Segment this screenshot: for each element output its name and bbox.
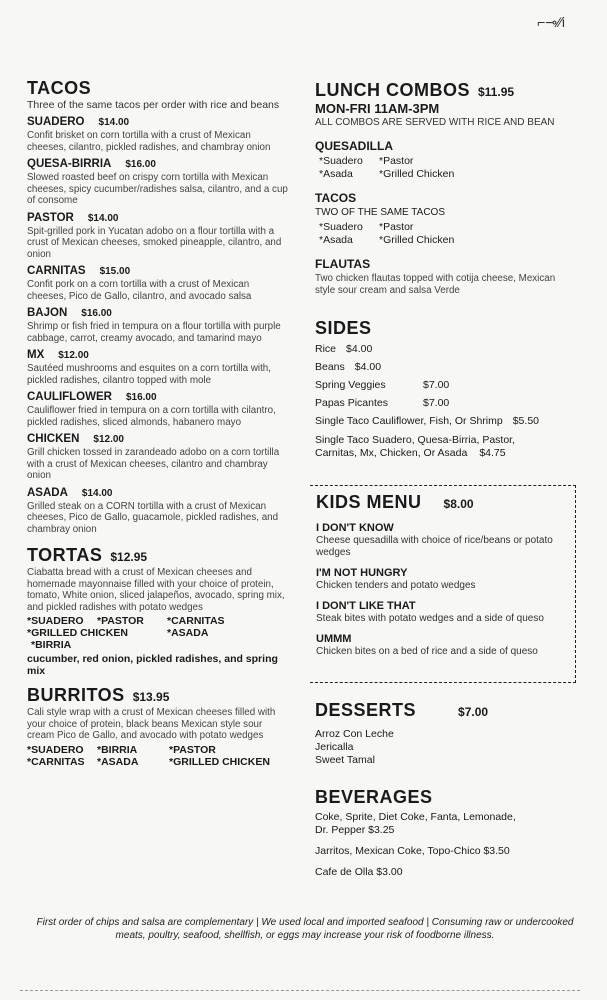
tacos-title: TACOS — [27, 78, 92, 98]
taco-item — [27, 211, 289, 261]
beverage-item: Coke, Sprite, Diet Coke, Fanta, Lemonade, — [315, 811, 516, 823]
option: *SUADERO — [27, 615, 84, 627]
footer-note: First order of chips and salsa are complementary | We used local and imported seafood | Consuming raw or undercooked meats, poultry, seafood, shellfish, or eggs may increase your risk of foodborne illness. — [36, 917, 574, 941]
burritos-price: $13.95 — [132, 690, 170, 704]
kid-item-desc: Chicken tenders and potato wedges — [316, 580, 476, 591]
burritos-title: BURRITOS — [27, 685, 125, 705]
beverage-item: Cafe de Olla $3.00 — [315, 866, 403, 878]
taco-desc: Shrimp or fish fried in tempura on a flour tortilla with purple cabbage, carrot, creamy avocado, and tamarind mayo — [27, 321, 281, 344]
side-item — [315, 361, 577, 374]
tortas-options — [27, 615, 289, 651]
beverage-item: Jarritos, Mexican Coke, Topo-Chico $3.50 — [315, 845, 510, 857]
taco-name: BAJON — [27, 307, 68, 319]
option: *Pastor — [379, 155, 414, 167]
taco-desc: Sautéed mushrooms and esquites on a corn tortilla with, pickled radishes, cilantro topped with mole — [27, 363, 271, 386]
taco-desc: Confit pork on a corn tortilla with a crust of Mexican cheeses, Pico de Gallo, cilantro, and avocado salsa — [27, 279, 252, 302]
dessert-item: Jericalla — [315, 741, 354, 753]
side-single-line1: Single Taco Suadero, Quesa-Birria, Pastor, — [315, 434, 515, 446]
dessert-item: Sweet Tamal — [315, 754, 375, 766]
desserts-beverages — [315, 700, 577, 879]
beverage-item: Dr. Pepper $3.25 — [315, 824, 395, 836]
side-item — [315, 397, 577, 410]
option: *CARNITAS — [27, 755, 85, 768]
taco-price: $16.00 — [125, 159, 156, 170]
taco-desc: Grill chicken tossed in zarandeado adobo on a corn tortilla with a crust of Mexican cheeses, cilantro and chambray onion — [27, 447, 280, 481]
kid-item-name: I DON'T LIKE THAT — [316, 600, 416, 612]
taco-desc: Spit-grilled pork in Yucatan adobo on a flour tortilla with a crust of Mexican cheeses, smoked pineapple, cilantro, and onion — [27, 225, 282, 260]
taco-item — [27, 157, 289, 207]
option: *ASADA — [167, 627, 209, 639]
left-column — [27, 78, 289, 770]
beverages-list — [315, 811, 577, 879]
flautas-desc: Two chicken flautas topped with cotija cheese, Mexican style sour cream and salsa Verde — [315, 273, 556, 296]
side-name: Papas Picantes — [315, 397, 388, 409]
side-price: $7.00 — [423, 379, 450, 391]
kids-menu-box — [310, 485, 576, 683]
taco-name: CARNITAS — [27, 265, 86, 277]
burritos-desc: Cali style wrap with a crust of Mexican cheeses filled with your choice of protein, black beans Mexican style sour cream Pico de Gallo, and avocado with potato wedges — [27, 707, 276, 741]
sides-list — [315, 343, 577, 460]
option — [97, 627, 167, 639]
beverages-title: BEVERAGES — [315, 787, 433, 807]
side-name: Beans — [315, 361, 345, 373]
kid-item-desc: Steak bites with potato wedges and a side of queso — [316, 613, 544, 624]
lunch-tacos-title: TACOS — [315, 191, 357, 205]
side-price: $4.00 — [354, 361, 382, 373]
lunch-note: ALL COMBOS ARE SERVED WITH RICE AND BEAN — [315, 117, 555, 128]
taco-price: $16.00 — [125, 392, 157, 403]
option: *PASTOR — [169, 743, 216, 756]
burritos-heading — [27, 685, 289, 707]
tortas-price: $12.95 — [110, 550, 148, 564]
quesadilla-options — [319, 155, 577, 181]
corner-mark: ⌐⊸⁄⁄i — [537, 14, 565, 30]
quesadilla-title: QUESADILLA — [315, 139, 393, 153]
taco-price: $14.00 — [87, 212, 119, 224]
taco-name: ASADA — [27, 486, 68, 499]
side-item — [315, 415, 577, 428]
side-name: Spring Veggies — [315, 379, 386, 391]
lunch-hours: MON-FRI 11AM-3PM — [315, 101, 440, 116]
lunch-price: $11.95 — [478, 85, 515, 99]
side-single-taco — [315, 434, 577, 460]
desserts-heading — [315, 700, 577, 722]
tortas-heading — [27, 545, 289, 567]
desserts-title: DESSERTS — [315, 700, 417, 720]
bottom-divider — [20, 990, 580, 991]
kids-heading — [316, 492, 575, 514]
side-price: $5.50 — [512, 415, 539, 427]
burritos-options — [27, 744, 289, 768]
side-item — [315, 343, 577, 356]
side-name: Rice — [315, 343, 337, 355]
right-column — [315, 80, 577, 460]
taco-price: $16.00 — [81, 308, 112, 319]
taco-item — [27, 390, 289, 428]
taco-name: MX — [27, 349, 45, 361]
kid-item-name: I DON'T KNOW — [316, 522, 394, 534]
taco-name: CHICKEN — [27, 433, 80, 445]
taco-item — [27, 348, 289, 386]
taco-item — [27, 115, 289, 153]
kids-title: KIDS MENU — [316, 492, 422, 512]
sides-title: SIDES — [315, 318, 372, 338]
option: *ASADA — [97, 755, 139, 768]
kid-item-name: UMMM — [316, 633, 352, 645]
side-item — [315, 379, 577, 392]
option: *Grilled Chicken — [379, 168, 455, 180]
option: *SUADERO — [27, 743, 84, 756]
taco-price: $12.00 — [93, 434, 124, 445]
kids-price: $8.00 — [443, 497, 474, 511]
taco-price: $12.00 — [58, 350, 89, 361]
taco-item — [27, 432, 289, 482]
taco-item — [27, 306, 289, 344]
taco-name: QUESA-BIRRIA — [27, 158, 112, 170]
lunch-title: LUNCH COMBOS — [315, 80, 470, 100]
taco-price: $14.00 — [81, 487, 113, 499]
tortas-title: TORTAS — [27, 545, 103, 565]
taco-name: SUADERO — [27, 116, 85, 128]
option: *PASTOR — [97, 615, 144, 627]
kid-item-desc: Cheese quesadilla with choice of rice/beans or potato wedges — [316, 535, 553, 558]
taco-name: CAULIFLOWER — [27, 391, 112, 403]
desserts-price: $7.00 — [458, 705, 489, 719]
side-single-line2: Carnitas, Mx, Chicken, Or Asada — [315, 447, 468, 459]
desserts-list — [315, 728, 577, 767]
lunch-heading — [315, 80, 577, 102]
option: *CARNITAS — [167, 615, 225, 627]
option: *GRILLED CHICKEN — [169, 755, 270, 768]
dessert-item: Arroz Con Leche — [315, 728, 394, 740]
tortas-desc: Ciabatta bread with a crust of Mexican cheeses and homemade mayonnaise filled with your choice of protein, tomato, White onion, sliced jalapeños, avocado, spring mix, and pickled radishes with potato wedges — [27, 567, 285, 613]
taco-price: $14.00 — [98, 117, 130, 128]
kid-item-name: I'M NOT HUNGRY — [316, 567, 408, 579]
lunch-tacos-options — [319, 221, 577, 247]
taco-desc: Cauliflower fried in tempura on a corn tortilla with cilantro, pickled radishes, sliced almonds, habanero mayo — [27, 405, 276, 428]
side-price: $4.00 — [346, 343, 373, 355]
side-price: $7.00 — [423, 397, 450, 409]
taco-price: $15.00 — [99, 266, 131, 277]
taco-item — [27, 264, 289, 302]
option: *Grilled Chicken — [379, 234, 455, 246]
tortas-extra: cucumber, red onion, pickled radishes, and spring mix — [27, 653, 278, 677]
taco-desc: Slowed roasted beef on crispy corn tortilla with Mexican cheeses, spicy cucumber/radishes salsa, cilantro, and a cup of consome — [27, 172, 288, 206]
tacos-subtitle: Three of the same tacos per order with rice and beans — [27, 99, 280, 111]
option: *Pastor — [379, 221, 414, 233]
flautas-title: FLAUTAS — [315, 257, 371, 271]
option: *Asada — [319, 234, 353, 246]
taco-desc: Grilled steak on a CORN tortilla with a crust of Mexican cheeses, Pico de Gallo, guacamole, pickled radishes, and chambray onion — [27, 500, 279, 535]
option: *GRILLED CHICKEN — [27, 627, 128, 639]
taco-desc: Confit brisket on corn tortilla with a crust of Mexican cheeses, cilantro, pickled radishes, and chambray onion — [27, 130, 271, 153]
kid-item-desc: Chicken bites on a bed of rice and a side of queso — [316, 646, 538, 657]
option: *Suadero — [319, 155, 363, 167]
option: *BIRRIA — [31, 639, 72, 651]
side-single-price: $4.75 — [479, 447, 506, 459]
option: *Asada — [319, 168, 353, 180]
option: *BIRRIA — [97, 743, 138, 756]
side-name: Single Taco Cauliflower, Fish, Or Shrimp — [315, 415, 503, 427]
taco-name: PASTOR — [27, 211, 74, 224]
taco-item — [27, 486, 289, 536]
lunch-tacos-sub: TWO OF THE SAME TACOS — [315, 207, 446, 218]
option: *Suadero — [319, 221, 363, 233]
